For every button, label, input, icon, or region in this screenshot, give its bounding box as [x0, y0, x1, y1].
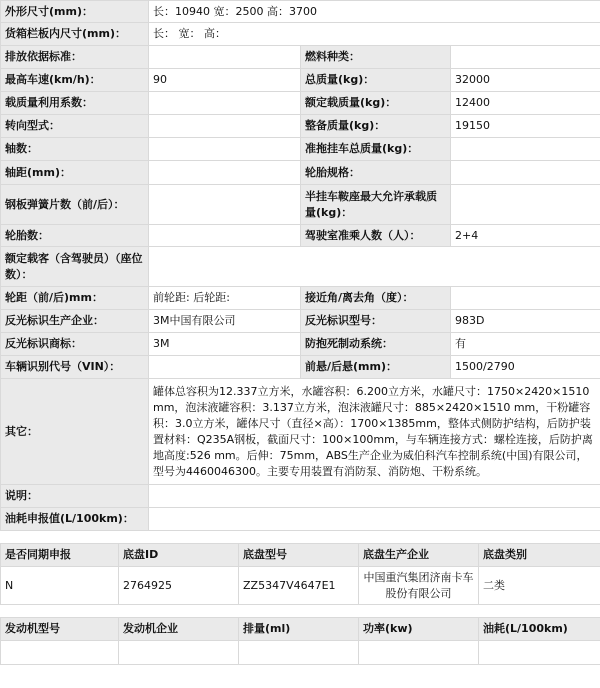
- steering-value: [149, 115, 301, 138]
- note-label: 说明：: [1, 485, 149, 508]
- passengers-value: [149, 247, 600, 287]
- engine-maker-value: [119, 641, 239, 665]
- leaf-spring-label: 钢板弹簧片数（前/后）：: [1, 185, 149, 225]
- track-label: 轮距（前/后)mm：: [1, 287, 149, 310]
- curb-mass-value: 19150: [451, 115, 600, 138]
- chassis-id-value: 2764925: [119, 567, 239, 605]
- emission-label: 排放依据标准：: [1, 46, 149, 69]
- tire-spec-value: [451, 161, 600, 185]
- cargo-size-value: 长： 宽： 高：: [149, 23, 600, 46]
- saddle-load-label: 半挂车鞍座最大允许承载质量(kg)：: [301, 185, 451, 225]
- track-value: 前轮距: 后轮距:: [149, 287, 301, 310]
- reflector-brand-value: 3M: [149, 333, 301, 356]
- steering-label: 转向型式：: [1, 115, 149, 138]
- other-label: 其它：: [1, 379, 149, 485]
- wheelbase-label: 轴距(mm)：: [1, 161, 149, 185]
- max-speed-value: 90: [149, 69, 301, 92]
- engine-header-maker: 发动机企业: [119, 618, 239, 641]
- chassis-sync-value: N: [1, 567, 119, 605]
- tires-count-label: 轮胎数：: [1, 225, 149, 247]
- vin-label: 车辆识别代号（VIN）：: [1, 356, 149, 379]
- section-gap: [0, 605, 600, 617]
- load-util-value: [149, 92, 301, 115]
- fuel-type-label: 燃料种类：: [301, 46, 451, 69]
- reflector-maker-value: 3M中国有限公司: [149, 310, 301, 333]
- engine-power-value: [359, 641, 479, 665]
- cab-seats-value: 2+4: [451, 225, 600, 247]
- outer-size-value: 长：10940 宽：2500 高：3700: [149, 1, 600, 23]
- abs-value: 有: [451, 333, 600, 356]
- max-speed-label: 最高车速(km/h)：: [1, 69, 149, 92]
- engine-fuel-value: [479, 641, 600, 665]
- overhang-label: 前悬/后悬(mm)：: [301, 356, 451, 379]
- engine-header-fuel: 油耗(L/100km): [479, 618, 600, 641]
- engine-displacement-value: [239, 641, 359, 665]
- chassis-header-model: 底盘型号: [239, 544, 359, 567]
- engine-header-power: 功率(kw): [359, 618, 479, 641]
- outer-size-label: 外形尺寸(mm)：: [1, 1, 149, 23]
- emission-value: [149, 46, 301, 69]
- note-value: [149, 485, 600, 508]
- reflector-model-label: 反光标识型号：: [301, 310, 451, 333]
- other-description: 罐体总容积为12.337立方米，水罐容积：6.200立方米，水罐尺寸：1750×2420×1510 mm，泡沫液罐容积：3.137立方米，泡沫液罐尺寸：885×2420×1510 mm，干粉罐容积：3.0立方米，罐体尺寸（直径×高）：1700×1385mm，整体式侧防护结构，后防护装置材料：Q235A钢板，截面尺寸：100×100mm，与车辆连接方式：螺栓连接，后防护离地高度:526 mm。后伸：75mm，ABS生产企业为威伯科汽车控制系统(中国)有限公司，型号为4460046300。主要专用装置有消防泵、消防炮、干粉系统。: [149, 379, 600, 485]
- chassis-header-sync: 是否同期申报: [1, 544, 119, 567]
- section-gap: [0, 531, 600, 543]
- fuel-type-value: [451, 46, 600, 69]
- fuel-consumption-label: 油耗申报值(L/100km)：: [1, 508, 149, 531]
- cab-seats-label: 驾驶室准乘人数（人）：: [301, 225, 451, 247]
- approach-angle-label: 接近角/离去角（度）：: [301, 287, 451, 310]
- saddle-load-value: [451, 185, 600, 225]
- trailer-mass-label: 准拖挂车总质量(kg)：: [301, 138, 451, 161]
- curb-mass-label: 整备质量(kg)：: [301, 115, 451, 138]
- total-mass-label: 总质量(kg)：: [301, 69, 451, 92]
- trailer-mass-value: [451, 138, 600, 161]
- vin-value: [149, 356, 301, 379]
- chassis-header-id: 底盘ID: [119, 544, 239, 567]
- wheelbase-value: [149, 161, 301, 185]
- engine-model-value: [1, 641, 119, 665]
- overhang-value: 1500/2790: [451, 356, 600, 379]
- chassis-header-category: 底盘类别: [479, 544, 600, 567]
- chassis-category-value: 二类: [479, 567, 600, 605]
- tires-count-value: [149, 225, 301, 247]
- engine-table: [0, 617, 600, 665]
- approach-angle-value: [451, 287, 600, 310]
- total-mass-value: 32000: [451, 69, 600, 92]
- cargo-size-label: 货箱栏板内尺寸(mm)：: [1, 23, 149, 46]
- rated-load-label: 额定载质量(kg)：: [301, 92, 451, 115]
- chassis-model-value: ZZ5347V4647E1: [239, 567, 359, 605]
- abs-label: 防抱死制动系统：: [301, 333, 451, 356]
- passengers-label: 额定载客（含驾驶员）（座位数）：: [1, 247, 149, 287]
- engine-header-model: 发动机型号: [1, 618, 119, 641]
- reflector-model-value: 983D: [451, 310, 600, 333]
- chassis-maker-value: 中国重汽集团济南卡车股份有限公司: [359, 567, 479, 605]
- axles-value: [149, 138, 301, 161]
- fuel-consumption-value: [149, 508, 600, 531]
- engine-header-displacement: 排量(ml): [239, 618, 359, 641]
- reflector-maker-label: 反光标识生产企业：: [1, 310, 149, 333]
- reflector-brand-label: 反光标识商标：: [1, 333, 149, 356]
- load-util-label: 载质量利用系数：: [1, 92, 149, 115]
- tire-spec-label: 轮胎规格：: [301, 161, 451, 185]
- rated-load-value: 12400: [451, 92, 600, 115]
- chassis-table: [0, 543, 600, 605]
- chassis-header-maker: 底盘生产企业: [359, 544, 479, 567]
- leaf-spring-value: [149, 185, 301, 225]
- axles-label: 轴数：: [1, 138, 149, 161]
